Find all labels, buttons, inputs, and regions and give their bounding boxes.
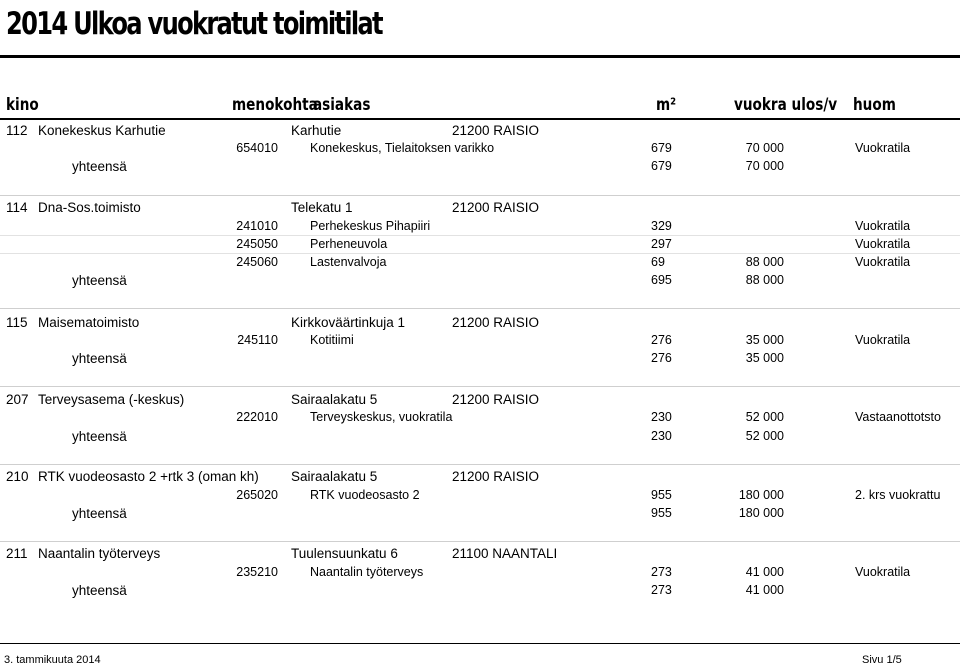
menokohta-code: 245110	[237, 333, 278, 347]
note: 2. krs vuokrattu	[855, 488, 941, 502]
col-header-asiakas: asiakas	[313, 95, 371, 115]
property-name: Maisematoimisto	[38, 315, 140, 330]
col-header-huom: huom	[853, 95, 896, 115]
group-divider	[0, 386, 960, 387]
area-m2: 69	[651, 255, 665, 269]
col-header-vuokra: vuokra ulos/v	[734, 95, 838, 115]
footer-page-number: Sivu 1/5	[862, 654, 902, 666]
property-street: Telekatu 1	[291, 200, 353, 215]
property-street: Tuulensuunkatu 6	[291, 546, 398, 561]
group-divider	[0, 541, 960, 542]
total-label: yhteensä	[72, 429, 127, 444]
area-m2: 230	[651, 410, 672, 424]
col-header-m2: m²	[656, 95, 677, 115]
customer-name: Perheneuvola	[310, 237, 388, 251]
rent-value: 180 000	[738, 488, 784, 502]
total-rent: 35 000	[745, 351, 784, 365]
total-m2: 695	[651, 273, 672, 287]
menokohta-code: 245050	[236, 237, 278, 251]
total-label: yhteensä	[72, 351, 127, 366]
customer-name: Terveyskeskus, vuokratila	[310, 410, 453, 424]
menokohta-code: 241010	[236, 219, 278, 233]
property-code: 115	[6, 315, 28, 330]
property-street: Sairaalakatu 5	[291, 392, 378, 407]
page-title: 2014 Ulkoa vuokratut toimitilat	[6, 6, 382, 42]
total-label: yhteensä	[72, 273, 127, 288]
area-m2: 679	[651, 141, 672, 155]
property-code: 210	[6, 469, 29, 484]
property-name: RTK vuodeosasto 2 +rtk 3 (oman kh)	[38, 469, 259, 484]
total-rent: 180 000	[738, 506, 784, 520]
header-rule	[0, 118, 960, 120]
property-city: 21200 RAISIO	[452, 123, 540, 138]
total-m2: 276	[651, 351, 672, 365]
property-code: 207	[6, 392, 29, 407]
customer-name: Kotitiimi	[310, 333, 354, 347]
total-rent: 70 000	[745, 159, 784, 173]
total-label: yhteensä	[72, 159, 127, 174]
area-m2: 297	[651, 237, 672, 251]
property-street: Karhutie	[291, 123, 342, 138]
rent-value: 52 000	[745, 410, 784, 424]
rent-value: 41 000	[745, 565, 784, 579]
note: Vuokratila	[855, 565, 911, 579]
customer-name: Perhekeskus Pihapiiri	[310, 219, 431, 233]
property-code: 112	[6, 123, 28, 138]
note: Vuokratila	[855, 219, 911, 233]
customer-name: Naantalin työterveys	[310, 565, 424, 579]
total-label: yhteensä	[72, 583, 127, 598]
total-m2: 955	[651, 506, 672, 520]
property-name: Konekeskus Karhutie	[38, 123, 166, 138]
property-street: Kirkkoväärtinkuja 1	[291, 315, 406, 330]
rent-value: 88 000	[745, 255, 784, 269]
total-rent: 52 000	[745, 429, 784, 443]
property-name: Terveysasema (-keskus)	[38, 392, 185, 407]
menokohta-code: 654010	[236, 141, 278, 155]
group-divider	[0, 308, 960, 309]
menokohta-code: 235210	[236, 565, 278, 579]
property-city: 21100 NAANTALI	[452, 546, 558, 561]
customer-name: Konekeskus, Tielaitoksen varikko	[310, 141, 495, 155]
group-divider	[0, 195, 960, 196]
property-city: 21200 RAISIO	[452, 392, 540, 407]
group-divider	[0, 464, 960, 465]
menokohta-code: 265020	[236, 488, 278, 502]
row-divider	[0, 253, 960, 254]
title-underline	[0, 55, 960, 58]
total-m2: 679	[651, 159, 672, 173]
property-city: 21200 RAISIO	[452, 315, 540, 330]
property-name: Naantalin työterveys	[38, 546, 161, 561]
note: Vuokratila	[855, 333, 911, 347]
total-rent: 88 000	[745, 273, 784, 287]
customer-name: RTK vuodeosasto 2	[310, 488, 420, 502]
note: Vuokratila	[855, 255, 911, 269]
col-header-kino: kino	[6, 95, 39, 115]
total-m2: 230	[651, 429, 672, 443]
property-code: 211	[6, 546, 28, 561]
total-label: yhteensä	[72, 506, 127, 521]
total-rent: 41 000	[745, 583, 784, 597]
footer-rule	[0, 643, 960, 644]
area-m2: 955	[651, 488, 672, 502]
property-code: 114	[6, 200, 28, 215]
customer-name: Lastenvalvoja	[310, 255, 387, 269]
property-street: Sairaalakatu 5	[291, 469, 378, 484]
rent-value: 70 000	[745, 141, 784, 155]
total-m2: 273	[651, 583, 672, 597]
note: Vuokratila	[855, 237, 911, 251]
menokohta-code: 222010	[236, 410, 278, 424]
note: Vuokratila	[855, 141, 911, 155]
footer-date: 3. tammikuuta 2014	[4, 654, 101, 666]
row-divider	[0, 235, 960, 236]
menokohta-code: 245060	[236, 255, 278, 269]
area-m2: 276	[651, 333, 672, 347]
note: Vastaanottotsto	[855, 410, 941, 424]
col-header-menokohta: menokohta	[232, 95, 318, 115]
area-m2: 273	[651, 565, 672, 579]
property-name: Dna-Sos.toimisto	[38, 200, 141, 215]
rent-value: 35 000	[745, 333, 784, 347]
property-city: 21200 RAISIO	[452, 200, 540, 215]
property-city: 21200 RAISIO	[452, 469, 540, 484]
area-m2: 329	[651, 219, 672, 233]
